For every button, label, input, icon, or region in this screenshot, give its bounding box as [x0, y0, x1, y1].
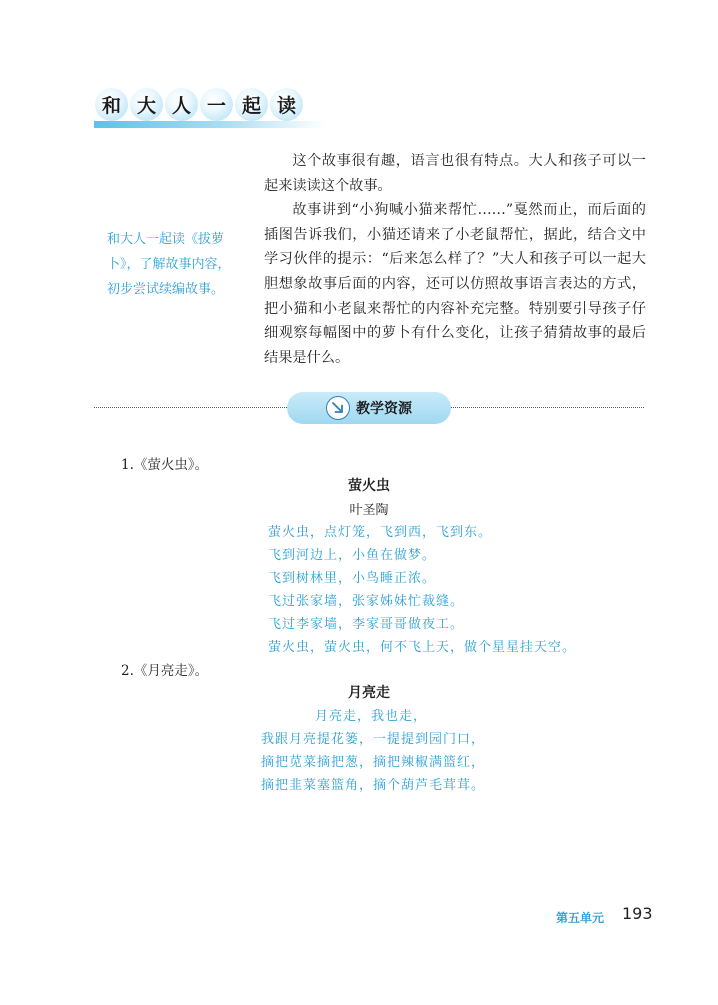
footer-unit-label: 第五单元 [556, 911, 605, 925]
header-char: 读 [270, 88, 303, 121]
resources-banner [287, 392, 451, 424]
poem-author: 叶圣陶 [349, 503, 389, 518]
poem-title: 萤火虫 [348, 478, 390, 494]
header-char: 人 [165, 88, 198, 121]
header-char: 和 [95, 88, 128, 121]
header-char: 起 [235, 88, 268, 121]
poem-line: 月亮走，我也走， [315, 709, 428, 724]
poem-line: 飞到河边上，小鱼在做梦。 [268, 548, 437, 563]
poem-line: 摘把韭菜塞篮角，摘个葫芦毛茸茸。 [261, 778, 486, 793]
poem-title: 月亮走 [348, 685, 390, 701]
section-header [95, 88, 305, 121]
resource-item-label: 1.《萤火虫》。 [121, 457, 209, 473]
poem-line: 飞到树林里，小鸟睡正浓。 [268, 571, 437, 586]
poem-line: 摘把苋菜摘把葱，摘把辣椒满篮红， [261, 755, 486, 770]
poem-line: 萤火虫，点灯笼，飞到西，飞到东。 [268, 525, 493, 540]
page-number: 193 [622, 904, 653, 923]
header-char: 大 [130, 88, 163, 121]
resource-item-label: 2.《月亮走》。 [121, 663, 209, 679]
arrow-down-right-icon [326, 396, 350, 420]
header-char: 一 [200, 88, 233, 121]
divider-right [451, 407, 644, 408]
poem-line: 飞过李家墙，李家哥哥做夜工。 [268, 617, 465, 632]
side-note: 和大人一起读《拔萝卜》，了解故事内容，初步尝试续编故事。 [107, 232, 231, 297]
paragraph: 这个故事很有趣，语言也很有特点。大人和孩子可以一起来读读这个故事。 [264, 153, 646, 194]
poem-line: 我跟月亮提花篓，一提提到园门口， [261, 732, 486, 747]
resources-title: 教学资源 [356, 401, 412, 417]
poem-line: 萤火虫，萤火虫，何不飞上天，做个星星挂天空。 [268, 640, 577, 655]
poem-line: 飞过张家墙，张家姊妹忙裁缝。 [268, 594, 465, 609]
main-text [264, 149, 646, 370]
header-band [94, 121, 326, 128]
paragraph: 故事讲到“小狗喊小猫来帮忙……”戛然而止，而后面的插图告诉我们，小猫还请来了小老鼠帮忙，据此，结合文中学习伙伴的提示：“后来怎么样了？”大人和孩子可以一起大胆想象故事后面的内容，还可以仿照故事语言表达的方式，把小猫和小老鼠来帮忙的内容补充完整。特别要引导孩子仔细观察每幅图中的萝卜有什么变化，让孩子猜猜故事的最后结果是什么。 [264, 202, 646, 366]
divider-left [94, 407, 287, 408]
